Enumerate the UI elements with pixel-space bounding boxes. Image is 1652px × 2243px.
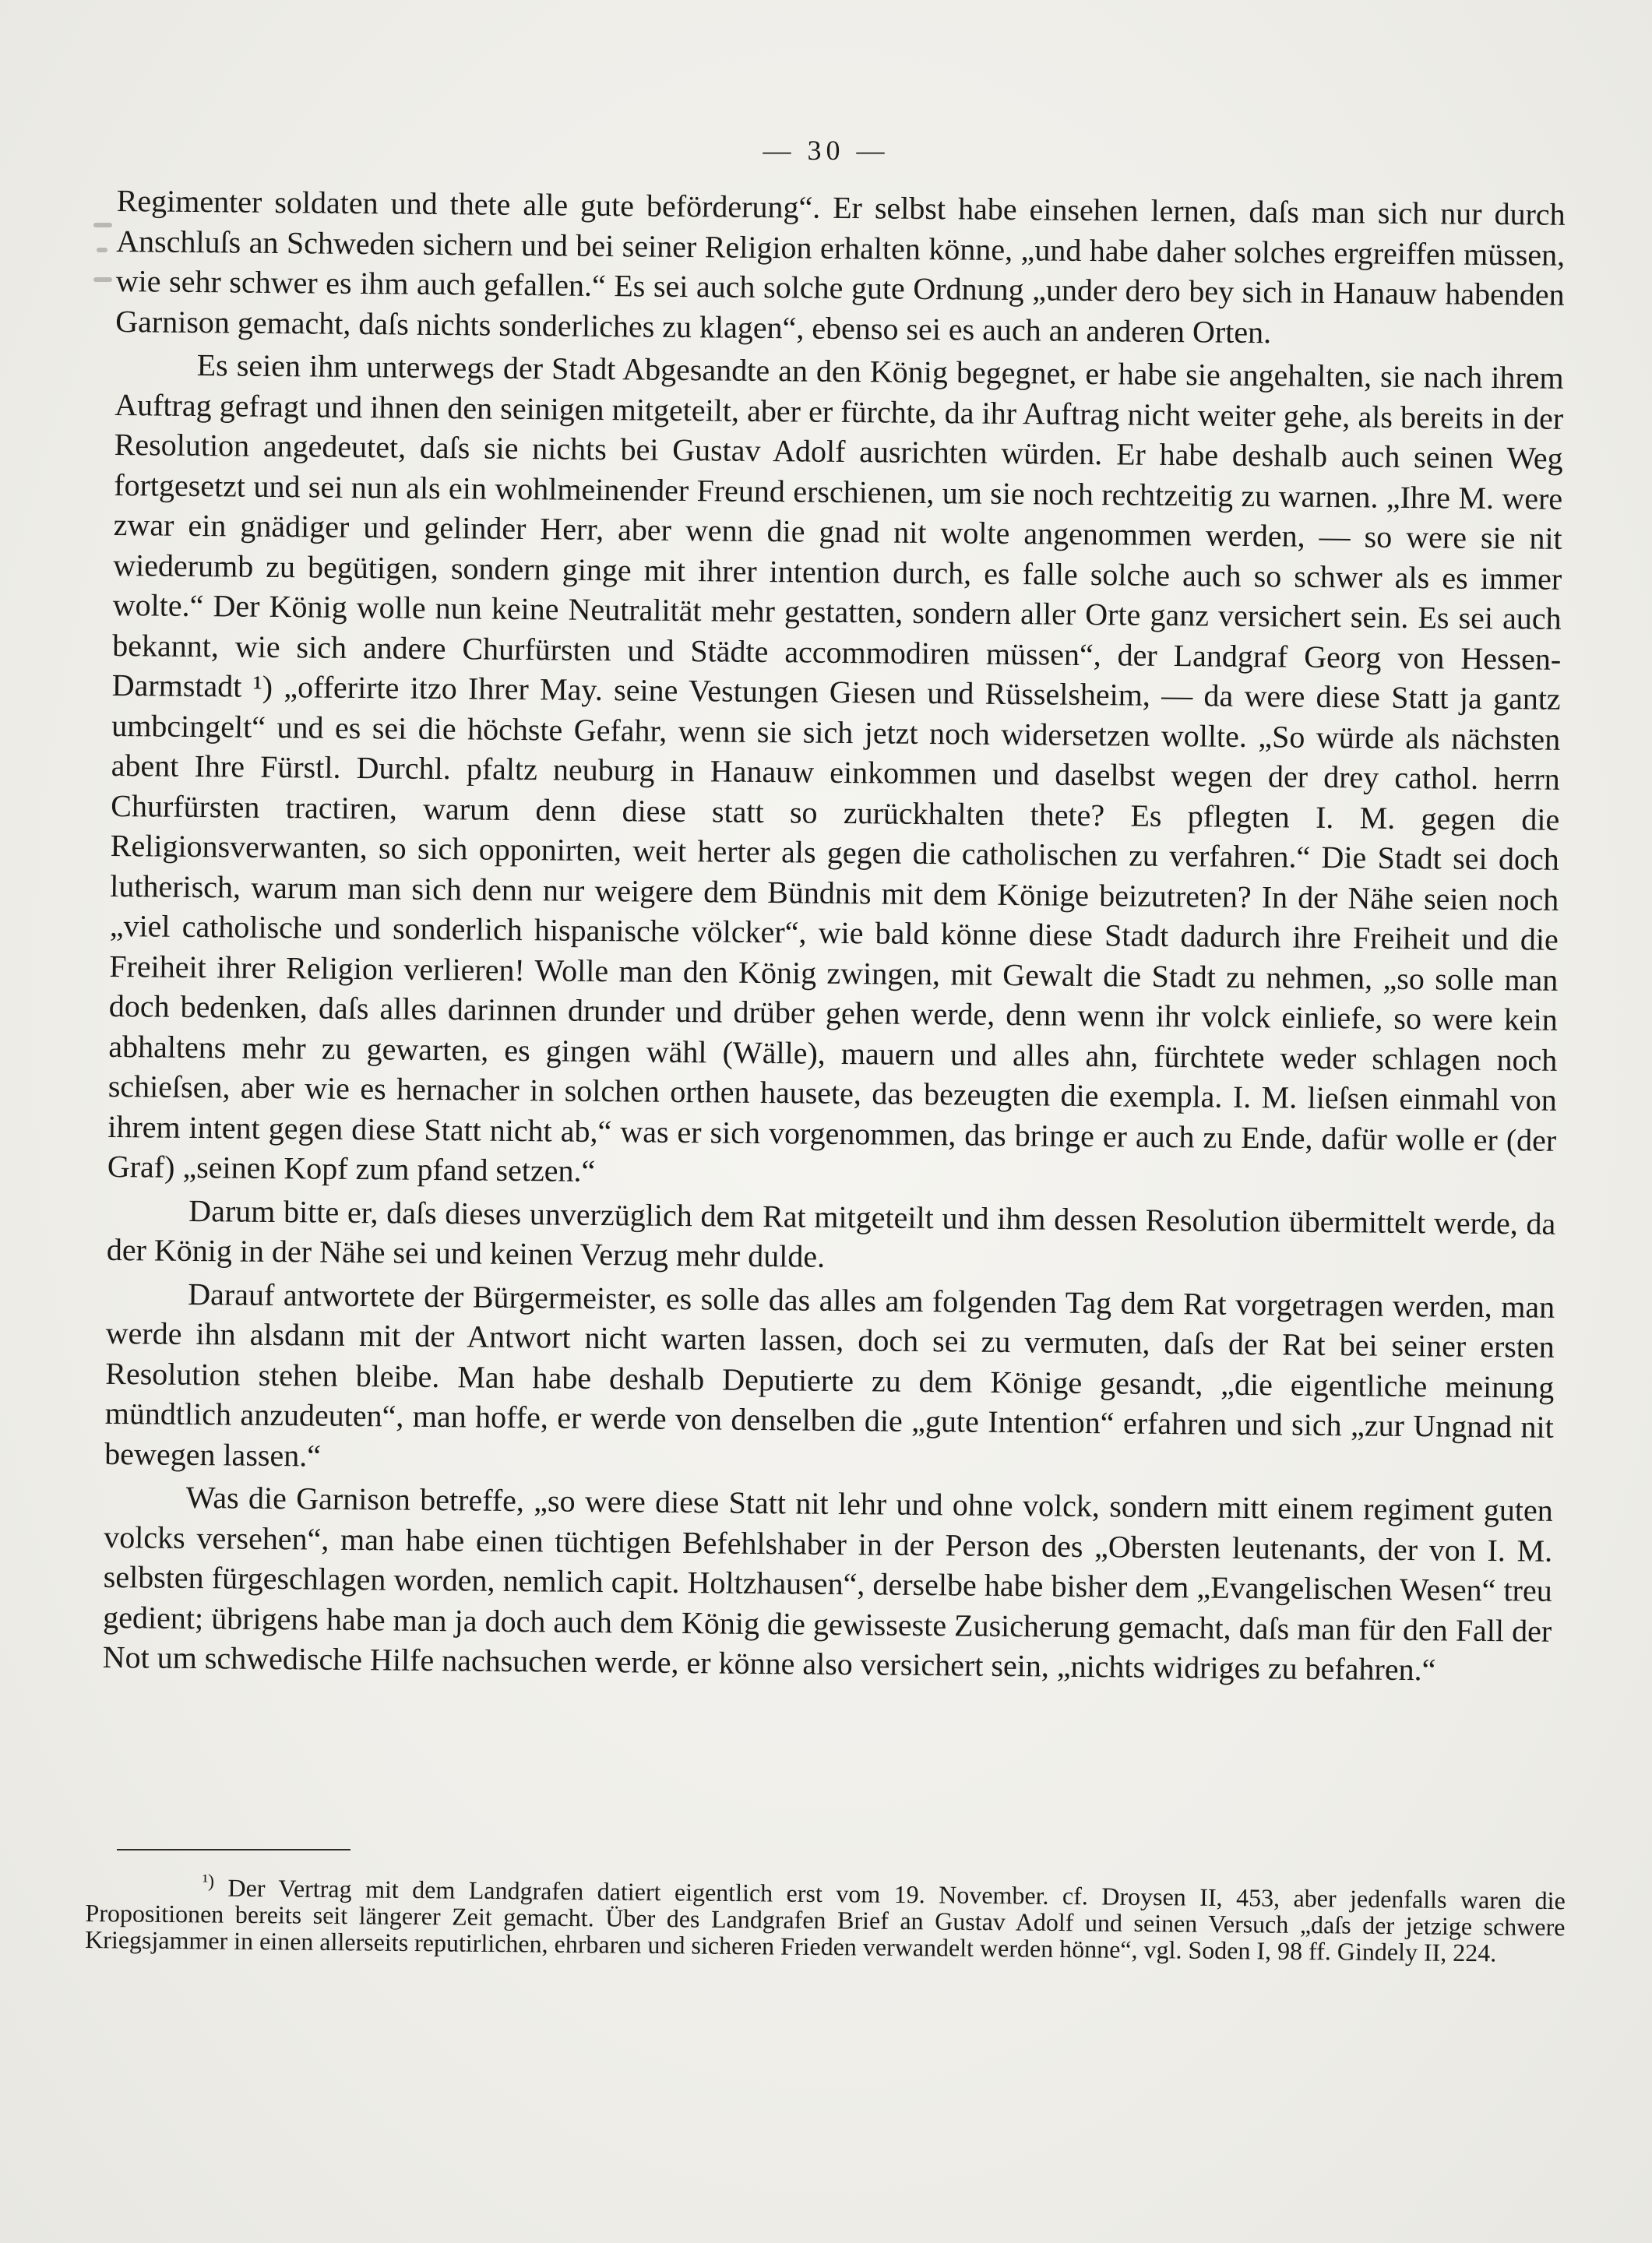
margin-smudge [93, 277, 112, 282]
page-number: — 30 — [763, 135, 889, 166]
footnote-text: Der Vertrag mit dem Landgrafen datiert eigentlich erst vom 19. November. cf. Droysen II, 453, aber jedenfalls waren die Propositionen bereits seit längerer Zeit gemacht. Über des Landgrafen Brief an Gustav Adolf und seinen Versuch „daſs der jetzige schwere Kriegsjammer in einen allerseits reputirlichen, ehrbaren und sicheren Frieden verwandelt werden hönne“, vgl. Soden I, 98 ff. Gindely II, 224. [85, 1873, 1566, 1967]
footnote [85, 1873, 1566, 1967]
footnote-marker: ¹) [202, 1871, 215, 1892]
paragraph: Regimenter soldaten und thete alle gute beförderung“. Er selbst habe einsehen lernen, daſs man sich nur durch Anschluſs an Schweden sichern und bei seiner Religion erhalten könne, „und habe daher solches ergreiffen müssen, wie sehr schwer es ihm auch gefallen.“ Es sei auch solche gute Ordnung „under dero bey sich in Hanauw habenden Garnison gemacht, daſs nichts sonderliches zu klagen“, ebenso sei es auch an anderen Orten. [115, 182, 1566, 350]
paragraph: Was die Garnison betreffe, „so were diese Statt nit lehr und ohne volck, sondern mitt einem regiment guten volcks versehen“, man habe einen tüchtigen Befehlshaber in der Person des „Obersten leutenants, der von I. M. selbsten fürgeschlagen worden, nemlich capit. Holtzhausen“, derselbe habe bisher dem „Evangelischen Wesen“ treu gedient; übrigens habe man ja doch auch dem König die gewisseste Zusicherung gemacht, daſs man für den Fall der Not um schwedische Hilfe nachsuchen werde, er könne also versichert sein, „nichts widriges zu befahren.“ [102, 1479, 1553, 1688]
paragraph: Es seien ihm unterwegs der Stadt Abgesandte an den König begegnet, er habe sie angehalten, sie nach ihrem Auftrag gefragt und ihnen den seinigen mitgeteilt, aber er fürchte, da ihr Auftrag nicht weiter gehe, als bereits in der Resolution angedeutet, daſs sie nichts bei Gustav Adolf ausrichten würden. Er habe deshalb auch seinen Weg fortgesetzt und sei nun als ein wohlmeinender Freund erschienen, um sie noch rechtzeitig zu warnen. „Ihre M. were zwar ein gnädiger und gelinder Herr, aber wenn die gnad nit wolte angenommen werden, — so were sie nit wiederumb zu begütigen, sondern ginge mit ihrer intention durch, es falle solche auch so schwer als es immer wolte.“ Der König wolle nun keine Neutralität mehr gestatten, sondern aller Orte ganz versichert sein. Es sei auch bekannt, wie sich andere Churfürsten und Städte accommodiren müssen“, der Landgraf Georg von Hessen-Darmstadt ¹) „offerirte itzo Ihrer May. seine Vestungen Giesen und Rüsselsheim, — da were diese Statt ja gantz umbcingelt“ und es sei die höchste Gefahr, wenn sie sich jetzt noch widersetzen wollte. „So würde als nächsten abent Ihre Fürstl. Durchl. pfaltz neuburg in Hanauw einkommen und daselbst wegen der drey cathol. herrn Churfürsten tractiren, warum denn diese statt so zurückhalten thete? Es pflegten I. M. gegen die Religionsverwanten, so sich opponirten, weit herter als gegen die catholischen zu verfahren.“ Die Stadt sei doch lutherisch, warum man sich denn nur weigere dem Bündnis mit dem Könige beizutreten? In der Nähe seien noch „viel catholische und sonderlich hispanische völcker“, wie bald könne diese Stadt dadurch ihre Freiheit und die Freiheit ihrer Religion verlieren! Wolle man den König zwingen, mit Gewalt die Stadt zu nehmen, „so solle man doch bedenken, daſs alles darinnen drunder und drüber gehen werde, denn wenn ihr volck einliefe, so were kein abhaltens mehr zu gewarten, es gingen wähl (Wälle), mauern und alles ahn, fürchtete weder schlagen noch schieſsen, aber wie es hernacher in solchen orthen hausete, das bezeugten die exempla. I. M. lieſsen einmahl von ihrem intent gegen diese Statt nicht ab,“ was er sich vorgenommen, das bringe er auch zu Ende, dafür wolle er (der Graf) „seinen Kopf zum pfand setzen.“ [107, 347, 1564, 1188]
margin-smudge [97, 248, 107, 252]
main-text [103, 181, 1566, 1694]
paragraph: Darum bitte er, daſs dieses unverzüglich dem Rat mitgeteilt und ihm dessen Resolution übermittelt werde, da der König in der Nähe sei und keinen Verzug mehr dulde. [106, 1192, 1556, 1274]
footnote-separator [117, 1849, 350, 1850]
margin-smudge [93, 223, 112, 227]
paragraph: Darauf antwortete der Bürgermeister, es solle das alles am folgenden Tag dem Rat vorgetragen werden, man werde ihn alsdann mit der Antwort nicht warten lassen, doch sei zu vermuten, daſs der Rat bei seiner ersten Resolution stehen bleibe. Man habe deshalb Deputierte zu dem Könige gesandt, „die eigentliche meinung mündtlich anzudeuten“, man hoffe, er werde von denselben die „gute Intention“ erfahren und sich „zur Ungnad nit bewegen lassen.“ [104, 1276, 1555, 1474]
